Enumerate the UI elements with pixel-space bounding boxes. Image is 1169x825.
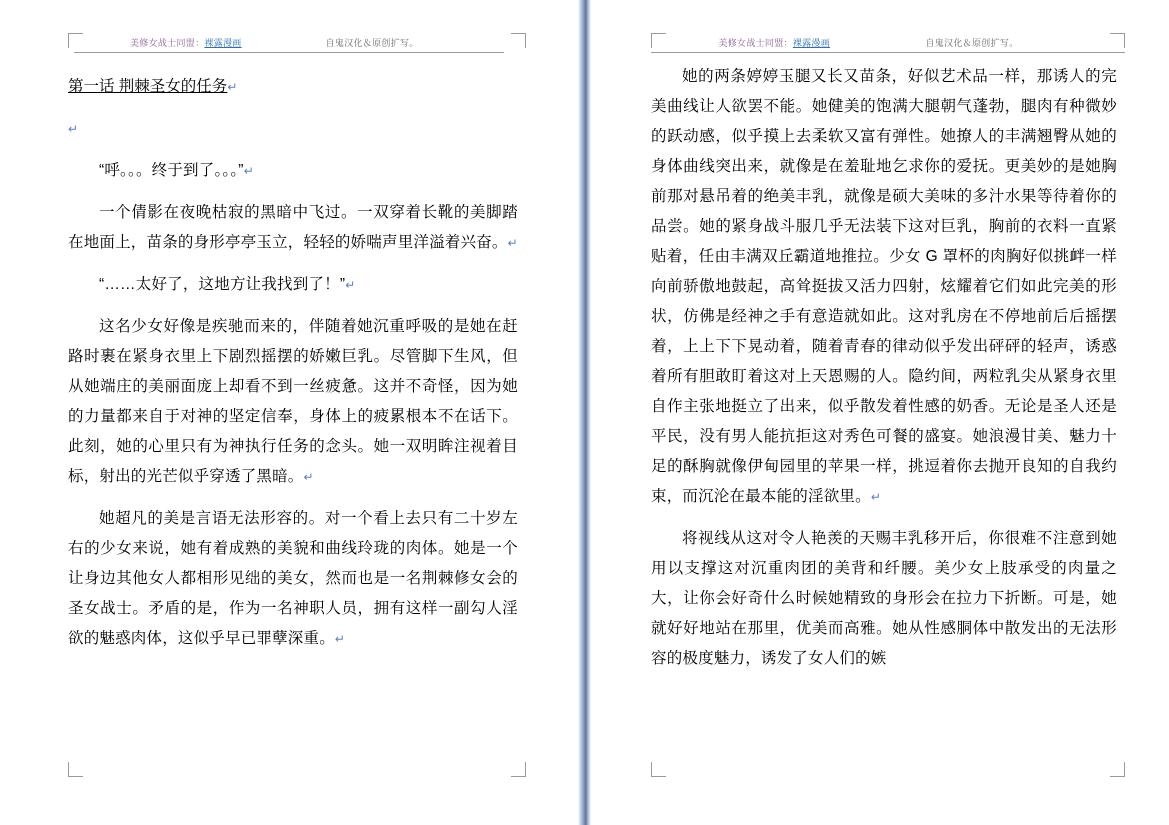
paragraph-mark: ↵	[870, 490, 882, 504]
header-source-label: 美修女战士同盟：	[718, 38, 793, 48]
header-source-link[interactable]: 裸露漫画	[792, 38, 831, 48]
paragraph: 她超凡的美是言语无法形容的。对一个看上去只有二十岁左右的少女来说，她有着成熟的美貌和曲线玲珑的肉体。她是一个让身边其他女人都相形见绌的美女，然而也是一名荆棘修女会的圣女战士。矛盾的是，作为一名神职人员，拥有这样一副勾人淫欲的魅惑肉体，这似乎早已罪孽深重。↵	[68, 510, 518, 647]
page-2-body	[651, 62, 1117, 769]
document-page-2	[591, 0, 1169, 825]
paragraph: “呼。。。终于到了。。。”↵	[99, 162, 254, 179]
paragraph: 一个倩影在夜晚枯寂的黑暗中飞过。一双穿着长靴的美脚踏在地面上，苗条的身形亭亭玉立，轻轻的娇喘声里洋溢着兴奋。↵	[68, 204, 518, 251]
paragraph: 将视线从这对令人艳羡的天赐丰乳移开后，你很难不注意到她用以支撑这对沉重肉团的美背和纤腰。美少女上肢承受的肉量之大，让你会好奇什么时候她精致的身形会在拉力下折断。可是，她就好好地站在那里，优美而高雅。她从性感胴体中散发出的无法形容的极度魅力，诱发了女人们的嫉	[651, 530, 1117, 667]
paragraph: “……太好了，这地方让我找到了！”↵	[99, 276, 356, 293]
header-source-link[interactable]: 裸露漫画	[204, 38, 242, 48]
paragraph-mark: ↵	[303, 470, 314, 484]
chapter-title: 第一话 荆棘圣女的任务↵	[68, 78, 238, 95]
header-right-note: 自鬼汉化＆原创扩写。	[325, 38, 419, 48]
paragraph: 她的两条婷婷玉腿又长又苗条，好似艺术品一样，那诱人的完美曲线让人欲罢不能。她健美的饱满大腿朝气蓬勃，腿肉有种微妙的跃动感，似乎摸上去柔软又富有弹性。她撩人的丰满翘臀从她的身体曲线突出来，就像是在羞耻地乞求你的爱抚。更美妙的是她胸前那对悬吊着的绝美丰乳，就像是硕大美味的多汁水果等待着你的品尝。她的紧身战斗服几乎无法装下这对巨乳，胸前的衣料一直紧贴着，任由丰满双丘霸道地推拉。少女 G 罩杯的肉胸好似挑衅一样向前骄傲地鼓起，高耸挺拔又活力四射，炫耀着它们如此完美的形状，仿佛是经神之手有意造就如此。这对乳房在不停地前后后摇摆着，上上下下晃动着，随着青春的律动似乎发出砰砰的轻声，诱惑着所有胆敢盯着这对上天恩赐的人。隐约间，两粒乳尖从紧身衣里自作主张地挺立了出来，似乎散发着性感的奶香。无论是圣人还是平民，没有男人能抗拒这对秀色可餐的盛宴。她浪漫甘美、魅力十足的酥胸就像伊甸园里的苹果一样，挑逗着你去抛开良知的自我约束，而沉沦在最本能的淫欲里。↵	[651, 68, 1117, 505]
paragraph: 这名少女好像是疾驰而来的，伴随着她沉重呼吸的是她在赶路时裹在紧身衣里上下剧烈摇摆的娇嫩巨乳。尽管脚下生风，但从她端庄的美丽面庞上却看不到一丝疲惫。这并不奇怪，因为她的力量都来自于对神的坚定信奉，身体上的疲累根本不在话下。此刻，她的心里只有为神执行任务的念头。她一双明眸注视着目标，射出的光芒似乎穿透了黑暗。↵	[68, 318, 518, 485]
header-divider-1	[74, 52, 504, 53]
paragraph-blank	[68, 114, 518, 144]
paragraph-mark: ↵	[243, 164, 254, 178]
paragraph-mark: ↵	[334, 632, 346, 646]
page-1-body	[68, 72, 518, 769]
header-left-text	[74, 36, 298, 49]
header-source-label: 美修女战士同盟：	[129, 38, 205, 48]
paragraph-mark: ↵	[68, 122, 79, 136]
header-left-text	[651, 36, 897, 49]
page-gutter	[578, 0, 591, 825]
header-right-note: 自鬼汉化＆原创扩写。	[925, 38, 1019, 48]
paragraph-mark: ↵	[345, 278, 356, 292]
paragraph-mark: ↵	[227, 80, 238, 94]
page-header-1	[74, 33, 504, 52]
page-header-2	[651, 33, 1125, 52]
document-page-1	[0, 0, 578, 825]
paragraph-mark: ↵	[507, 236, 518, 250]
crop-mark-top-right	[511, 33, 526, 48]
header-divider-2	[651, 52, 1125, 53]
